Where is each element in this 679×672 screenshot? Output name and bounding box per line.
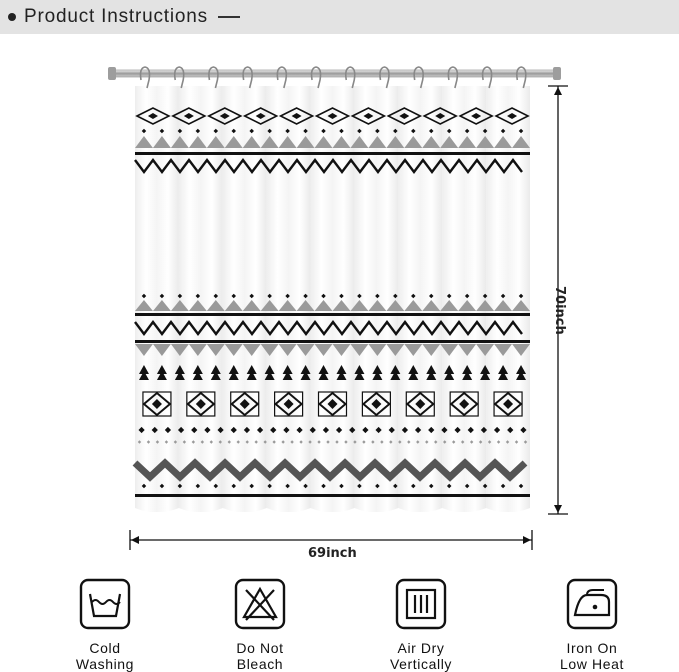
arrow-down-icon	[554, 505, 562, 513]
no-bleach-icon	[234, 578, 286, 630]
iron-low-icon	[566, 578, 618, 630]
arrow-right-icon	[523, 536, 531, 544]
care-label-line2: Bleach	[236, 656, 284, 672]
header-bar	[0, 0, 679, 34]
curtain-fold	[354, 86, 398, 512]
care-label-line1: Do Not	[236, 640, 284, 656]
care-label-line2: Low Heat	[560, 656, 624, 672]
page-title: Product Instructions	[24, 6, 208, 27]
curtain-fold	[135, 86, 179, 512]
pattern-stripe	[135, 152, 530, 155]
curtain-fold	[179, 86, 223, 512]
pattern-stripe	[135, 494, 530, 497]
width-dimension-label: 69inch	[308, 546, 357, 561]
curtain-fabric	[135, 86, 530, 520]
air-dry-icon	[395, 578, 447, 630]
care-label-line2: Washing	[75, 656, 135, 672]
care-label-line1: Iron On	[566, 640, 618, 656]
rod-bar	[112, 70, 557, 77]
curtain-fold	[398, 86, 442, 512]
curtain-fold	[442, 86, 486, 512]
care-item-do-not-bleach	[200, 578, 320, 672]
product-figure	[0, 34, 679, 574]
arrow-left-icon	[131, 536, 139, 544]
care-item-air-dry	[361, 578, 481, 672]
care-item-cold-washing	[45, 578, 165, 672]
height-dimension-label: 70inch	[552, 286, 567, 335]
curtain-fold	[267, 86, 311, 512]
care-label-line1: Cold	[89, 640, 121, 656]
pattern-stripe	[135, 313, 530, 316]
shower-curtain-illustration	[0, 34, 679, 574]
curtain-fold	[486, 86, 530, 512]
care-label-line1: Air Dry	[397, 640, 445, 656]
curtain-fold	[223, 86, 267, 512]
care-item-iron-low	[532, 578, 652, 672]
pattern-stripe	[135, 340, 530, 343]
cold-wash-icon	[79, 578, 131, 630]
header-dash	[218, 16, 240, 18]
curtain-fold	[311, 86, 355, 512]
rod-end-right	[553, 67, 561, 80]
rod-end-left	[108, 67, 116, 80]
arrow-up-icon	[554, 87, 562, 95]
care-label-line2: Vertically	[389, 656, 453, 672]
bullet-dot-icon	[8, 13, 16, 21]
care-instructions	[0, 578, 679, 672]
